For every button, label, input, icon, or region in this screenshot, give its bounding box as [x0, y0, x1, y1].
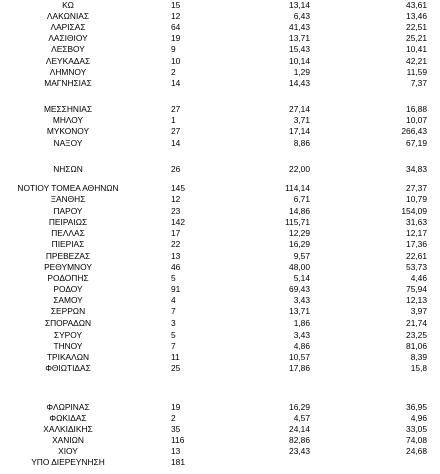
table-row	[0, 56, 440, 66]
region-name-cell: ΛΕΣΒΟΥ	[51, 44, 85, 54]
value-a-cell: 2	[171, 67, 176, 77]
value-a-cell: 14	[171, 78, 181, 88]
region-name-cell: ΠΕΙΡΑΙΩΣ	[48, 217, 88, 227]
value-a-cell: 10	[171, 56, 181, 66]
table-row	[0, 306, 440, 316]
value-c-cell: 10,41	[406, 44, 427, 54]
region-name-cell: ΠΑΡΟΥ	[53, 206, 83, 216]
value-a-cell: 116	[171, 435, 185, 445]
value-a-cell: 5	[171, 273, 176, 283]
region-name-cell: ΚΩ	[62, 0, 74, 10]
table-row	[0, 44, 440, 54]
value-c-cell: 43,61	[406, 0, 427, 10]
value-b-cell: 17,86	[289, 363, 310, 373]
value-b-cell: 1,86	[293, 318, 310, 328]
value-a-cell: 22	[171, 239, 181, 249]
value-c-cell: 24,68	[406, 446, 427, 456]
table-row	[0, 284, 440, 294]
value-a-cell: 14	[171, 138, 181, 148]
region-name-cell: ΤΡΙΚΑΛΩΝ	[46, 352, 90, 362]
value-a-cell: 1	[171, 115, 176, 125]
value-c-cell: 10,07	[406, 115, 427, 125]
table-row	[0, 194, 440, 204]
table-row	[0, 239, 440, 249]
value-c-cell: 10,79	[406, 194, 427, 204]
value-c-cell: 31,63	[406, 217, 427, 227]
table-row	[0, 104, 440, 114]
value-c-cell: 34,83	[406, 164, 427, 174]
value-a-cell: 27	[171, 104, 181, 114]
value-c-cell: 25,21	[406, 33, 427, 43]
table-row	[0, 330, 440, 340]
value-a-cell: 5	[171, 330, 176, 340]
region-name-cell: ΛΑΚΩΝΙΑΣ	[46, 11, 90, 21]
value-a-cell: 91	[171, 284, 181, 294]
value-b-cell: 17,14	[289, 126, 310, 136]
value-c-cell: 21,74	[406, 318, 427, 328]
table-row	[0, 126, 440, 136]
value-a-cell: 3	[171, 318, 176, 328]
value-c-cell: 23,25	[406, 330, 427, 340]
value-b-cell: 24,14	[289, 424, 310, 434]
table-row	[0, 352, 440, 362]
value-a-cell: 19	[171, 402, 181, 412]
table-row	[0, 33, 440, 43]
value-b-cell: 22,00	[289, 164, 310, 174]
value-b-cell: 48,00	[289, 262, 310, 272]
value-b-cell: 82,86	[289, 435, 310, 445]
value-c-cell: 266,43	[401, 126, 427, 136]
table-row	[0, 424, 440, 434]
value-c-cell: 75,94	[406, 284, 427, 294]
table-row	[0, 0, 440, 10]
table-row	[0, 67, 440, 77]
table-row	[0, 206, 440, 216]
value-a-cell: 26	[171, 164, 181, 174]
region-name-cell: ΡΟΔΟΠΗΣ	[47, 273, 89, 283]
value-a-cell: 17	[171, 228, 181, 238]
value-a-cell: 35	[171, 424, 181, 434]
value-c-cell: 154,09	[401, 206, 427, 216]
value-b-cell: 12,29	[289, 228, 310, 238]
value-b-cell: 9,57	[293, 251, 310, 261]
value-c-cell: 11,59	[406, 67, 427, 77]
region-name-cell: ΜΥΚΟΝΟΥ	[46, 126, 90, 136]
value-a-cell: 46	[171, 262, 181, 272]
table-row	[0, 228, 440, 238]
value-c-cell: 67,19	[406, 138, 427, 148]
table-row	[0, 138, 440, 148]
region-name-cell: ΜΗΛΟΥ	[52, 115, 84, 125]
value-c-cell: 7,37	[410, 78, 427, 88]
value-c-cell: 42,21	[406, 56, 427, 66]
region-name-cell: ΛΑΣΙΘΙΟΥ	[48, 33, 88, 43]
value-a-cell: 142	[171, 217, 185, 227]
value-c-cell: 8,39	[410, 352, 427, 362]
value-a-cell: 15	[171, 0, 181, 10]
table-row	[0, 262, 440, 272]
value-b-cell: 13,14	[289, 0, 310, 10]
table-row	[0, 115, 440, 125]
value-a-cell: 13	[171, 251, 181, 261]
value-c-cell: 33,05	[406, 424, 427, 434]
table-row	[0, 435, 440, 445]
value-c-cell: 36,95	[406, 402, 427, 412]
value-c-cell: 12,13	[406, 295, 427, 305]
value-a-cell: 12	[171, 11, 181, 21]
value-b-cell: 14,43	[289, 78, 310, 88]
value-b-cell: 10,14	[289, 56, 310, 66]
table-row	[0, 341, 440, 351]
value-b-cell: 15,43	[289, 44, 310, 54]
value-c-cell: 74,08	[406, 435, 427, 445]
region-name-cell: ΧΑΝΙΩΝ	[52, 435, 84, 445]
region-name-cell: ΝΗΣΩΝ	[53, 164, 83, 174]
value-b-cell: 3,71	[293, 115, 310, 125]
value-a-cell: 25	[171, 363, 181, 373]
region-name-cell: ΣΥΡΟΥ	[53, 330, 83, 340]
value-c-cell: 13,46	[406, 11, 427, 21]
value-c-cell: 81,06	[406, 341, 427, 351]
region-name-cell: ΧΙΟΥ	[58, 446, 78, 456]
value-a-cell: 12	[171, 194, 181, 204]
table-row	[0, 457, 440, 467]
value-b-cell: 23,43	[289, 446, 310, 456]
value-b-cell: 41,43	[289, 22, 310, 32]
region-name-cell: ΝΑΞΟΥ	[53, 138, 83, 148]
value-b-cell: 13,71	[289, 306, 310, 316]
value-b-cell: 16,29	[289, 239, 310, 249]
value-a-cell: 181	[171, 457, 185, 467]
value-a-cell: 13	[171, 446, 181, 456]
value-a-cell: 4	[171, 295, 176, 305]
region-name-cell: ΝΟΤΙΟΥ ΤΟΜΕΑ ΑΘΗΝΩΝ	[17, 183, 119, 193]
region-name-cell: ΣΠΟΡΑΔΩΝ	[44, 318, 92, 328]
value-c-cell: 16,88	[406, 104, 427, 114]
value-b-cell: 10,57	[289, 352, 310, 362]
value-a-cell: 11	[171, 352, 180, 362]
value-c-cell: 4,46	[410, 273, 427, 283]
table-row	[0, 446, 440, 456]
value-b-cell: 114,14	[285, 183, 310, 193]
table-row	[0, 78, 440, 88]
value-b-cell: 16,29	[289, 402, 310, 412]
region-name-cell: ΜΕΣΣΗΝΙΑΣ	[43, 104, 93, 114]
value-b-cell: 1,29	[293, 67, 310, 77]
region-name-cell: ΠΙΕΡΙΑΣ	[51, 239, 85, 249]
value-b-cell: 4,86	[293, 341, 310, 351]
value-a-cell: 64	[171, 22, 181, 32]
region-name-cell: ΞΑΝΘΗΣ	[50, 194, 86, 204]
region-name-cell: ΡΕΘΥΜΝΟΥ	[44, 262, 92, 272]
value-a-cell: 19	[171, 33, 181, 43]
table-row	[0, 183, 440, 193]
value-c-cell: 12,17	[406, 228, 427, 238]
table-row	[0, 295, 440, 305]
table-row	[0, 22, 440, 32]
region-name-cell: ΦΩΚΙΔΑΣ	[49, 413, 87, 423]
table-row	[0, 11, 440, 21]
table-row	[0, 273, 440, 283]
value-b-cell: 6,71	[293, 194, 310, 204]
region-name-cell: ΠΕΛΛΑΣ	[51, 228, 85, 238]
table-row	[0, 363, 440, 373]
value-b-cell: 13,71	[289, 33, 310, 43]
region-name-cell: ΤΗΝΟΥ	[53, 341, 83, 351]
value-b-cell: 6,43	[293, 11, 310, 21]
value-a-cell: 7	[171, 306, 176, 316]
region-name-cell: ΧΑΛΚΙΔΙΚΗΣ	[43, 424, 93, 434]
region-name-cell: ΡΟΔΟΥ	[53, 284, 83, 294]
region-name-cell: ΛΗΜΝΟΥ	[49, 67, 87, 77]
value-c-cell: 22,61	[406, 251, 427, 261]
value-c-cell: 27,37	[406, 183, 427, 193]
table-row	[0, 413, 440, 423]
table-row	[0, 251, 440, 261]
value-b-cell: 5,14	[293, 273, 310, 283]
value-b-cell: 8,86	[293, 138, 310, 148]
value-a-cell: 23	[171, 206, 181, 216]
value-a-cell: 9	[171, 44, 176, 54]
value-c-cell: 15,8	[410, 363, 427, 373]
region-name-cell: ΦΘΙΩΤΙΔΑΣ	[45, 363, 91, 373]
value-b-cell: 14,86	[289, 206, 310, 216]
value-b-cell: 4,57	[293, 413, 310, 423]
region-name-cell: ΜΑΓΝΗΣΙΑΣ	[44, 78, 92, 88]
value-a-cell: 7	[171, 341, 176, 351]
region-name-cell: ΣΕΡΡΩΝ	[50, 306, 86, 316]
value-b-cell: 27,14	[289, 104, 310, 114]
value-c-cell: 53,73	[406, 262, 427, 272]
value-c-cell: 4,96	[410, 413, 427, 423]
table-row	[0, 318, 440, 328]
table-row	[0, 402, 440, 412]
table-row	[0, 164, 440, 174]
region-name-cell: ΣΑΜΟΥ	[53, 295, 83, 305]
region-name-cell: ΛΑΡΙΣΑΣ	[50, 22, 86, 32]
value-a-cell: 145	[171, 183, 185, 193]
value-b-cell: 69,43	[289, 284, 310, 294]
value-c-cell: 3,97	[410, 306, 427, 316]
value-b-cell: 3,43	[293, 330, 310, 340]
value-c-cell: 22,51	[406, 22, 427, 32]
region-name-cell: ΦΛΩΡΙΝΑΣ	[46, 402, 90, 412]
region-name-cell: ΥΠΟ ΔΙΕΡΕΥΝΗΣΗ	[31, 457, 105, 467]
value-a-cell: 2	[171, 413, 176, 423]
value-b-cell: 115,71	[285, 217, 310, 227]
region-name-cell: ΠΡΕΒΕΖΑΣ	[45, 251, 91, 261]
region-name-cell: ΛΕΥΚΑΔΑΣ	[45, 56, 91, 66]
value-b-cell: 3,43	[293, 295, 310, 305]
value-a-cell: 27	[171, 126, 181, 136]
table-row	[0, 217, 440, 227]
value-c-cell: 17,36	[406, 239, 427, 249]
